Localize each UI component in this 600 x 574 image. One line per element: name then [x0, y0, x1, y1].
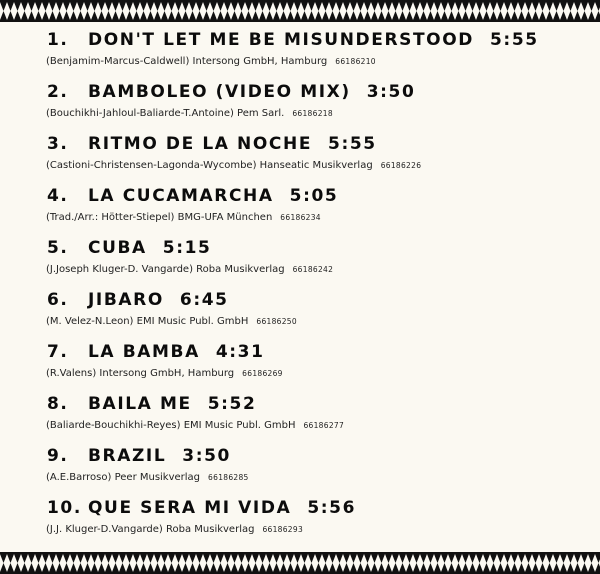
track-title-line	[47, 30, 539, 50]
track-duration: 5:55	[328, 134, 377, 154]
track-credits: (J.J. Kluger-D.Vangarde) Roba Musikverlag	[46, 524, 255, 535]
track-credits: (Trad./Arr.: Hötter-Stiepel) BMG-UFA München	[46, 212, 273, 223]
track-duration: 3:50	[366, 82, 416, 102]
track-title: BAILA ME	[88, 394, 192, 414]
track-credits-line	[46, 56, 376, 67]
track-item	[0, 446, 600, 498]
track-item	[0, 290, 600, 342]
track-item	[0, 238, 600, 290]
track-number: 3.	[47, 134, 69, 154]
track-credits-line	[46, 264, 333, 275]
track-title: CUBA	[88, 238, 147, 258]
track-title: QUE SERA MI VIDA	[88, 498, 292, 518]
track-title-line	[47, 186, 338, 206]
track-item	[0, 186, 600, 238]
track-item	[0, 498, 600, 550]
track-credits: (J.Joseph Kluger-D. Vangarde) Roba Musikverlag	[46, 264, 285, 275]
track-number: 1.	[47, 30, 69, 50]
track-catalog-number: 66186285	[208, 473, 249, 482]
track-item	[0, 134, 600, 186]
track-item	[0, 82, 600, 134]
track-title-line	[47, 134, 377, 154]
track-duration: 5:56	[307, 498, 357, 518]
track-title: LA BAMBA	[88, 342, 200, 362]
track-number: 4.	[47, 186, 69, 206]
track-credits: (M. Velez-N.Leon) EMI Music Publ. GmbH	[46, 316, 249, 327]
track-duration: 6:45	[179, 290, 229, 310]
track-number: 6.	[47, 290, 69, 310]
track-credits-line	[46, 212, 321, 223]
track-credits-line	[46, 160, 421, 171]
track-credits-line	[46, 472, 249, 483]
track-credits: (Benjamim-Marcus-Caldwell) Intersong GmbH, Hamburg	[46, 56, 328, 67]
track-title-line	[47, 394, 256, 414]
track-title-line	[47, 238, 211, 258]
track-duration: 5:05	[289, 186, 339, 206]
track-credits: (Castioni-Christensen-Lagonda-Wycombe) Hanseatic Musikverlag	[46, 160, 373, 171]
zigzag-border-top	[0, 0, 600, 22]
track-title-line	[47, 290, 229, 310]
track-item	[0, 30, 600, 82]
track-title: RITMO DE LA NOCHE	[88, 134, 313, 154]
track-catalog-number: 66186210	[335, 57, 376, 66]
track-number: 9.	[47, 446, 69, 466]
track-title-line	[47, 446, 231, 466]
track-number: 10.	[47, 498, 82, 518]
track-catalog-number: 66186242	[292, 265, 334, 274]
track-title-line	[47, 82, 415, 102]
track-title: DON'T LET ME BE MISUNDERSTOOD	[88, 30, 474, 50]
track-number: 5.	[47, 238, 69, 258]
track-item	[0, 394, 600, 446]
track-title: JIBARO	[88, 290, 164, 310]
track-duration: 5:55	[490, 30, 539, 50]
track-credits-line	[46, 316, 297, 327]
track-duration: 4:31	[215, 342, 265, 362]
track-credits: (R.Valens) Intersong GmbH, Hamburg	[46, 368, 235, 379]
track-duration: 5:15	[162, 238, 212, 258]
track-credits: (Bouchikhi-Jahloul-Baliarde-T.Antoine) Pem Sarl.	[46, 108, 285, 119]
track-title: BRAZIL	[88, 446, 167, 466]
track-number: 8.	[47, 394, 69, 414]
track-credits-line	[46, 108, 333, 119]
track-number: 2.	[47, 82, 69, 102]
track-title: LA CUCAMARCHA	[88, 186, 274, 206]
track-duration: 5:52	[207, 394, 257, 414]
track-title-line	[47, 342, 265, 362]
track-catalog-number: 66186277	[303, 421, 345, 430]
track-catalog-number: 66186293	[262, 525, 304, 534]
track-catalog-number: 66186234	[280, 213, 321, 222]
track-credits: (A.E.Barroso) Peer Musikverlag	[46, 472, 201, 483]
track-catalog-number: 66186218	[292, 109, 333, 118]
track-credits: (Baliarde-Bouchikhi-Reyes) EMI Music Publ. GmbH	[46, 420, 296, 431]
track-credits-line	[46, 368, 283, 379]
track-title-line	[47, 498, 356, 518]
track-credits-line	[46, 420, 344, 431]
track-catalog-number: 66186250	[256, 317, 297, 326]
track-credits-line	[46, 524, 303, 535]
zigzag-border-bottom	[0, 552, 600, 574]
track-duration: 3:50	[182, 446, 231, 466]
track-item	[0, 342, 600, 394]
track-catalog-number: 66186226	[380, 161, 422, 170]
track-catalog-number: 66186269	[242, 369, 283, 378]
track-number: 7.	[47, 342, 69, 362]
track-title: BAMBOLEO (VIDEO MIX)	[88, 82, 351, 102]
